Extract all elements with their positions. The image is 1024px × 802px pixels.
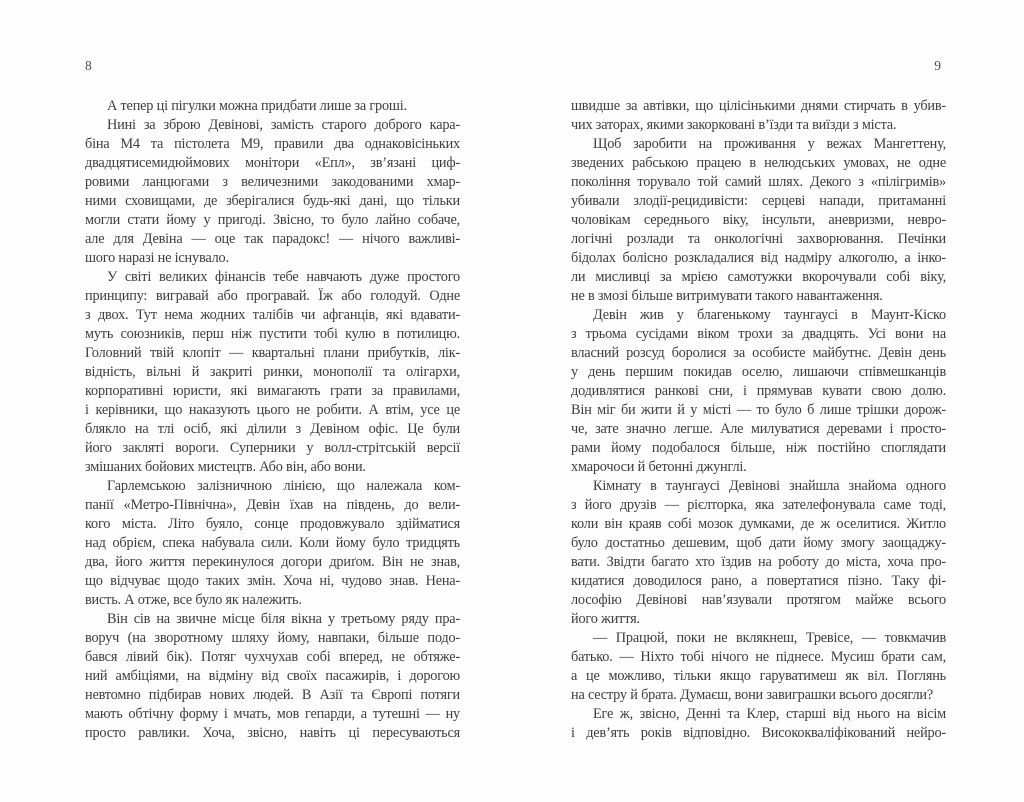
text-line: два, його життя перекинулося догори дриґом. Він не знав, <box>85 554 460 570</box>
text-line: корпоративні юристи, які вимагають грати за правилами, <box>85 383 460 399</box>
text-line: — Працюй, поки не вклякнеш, Тревісе, — товкмачив <box>593 630 946 646</box>
text-line: Він сів на звичне місце біля вікна у третьому ряду пра- <box>107 611 460 627</box>
text-line: було достатньо дешевим, щоб дати йому змогу заощаджу- <box>571 535 946 551</box>
text-line: але для Девіна — оце так парадокс! — нічого важливі- <box>85 231 460 247</box>
text-line: не в змозі більше витримувати такого навантаження. <box>571 288 883 304</box>
text-line: Він міг би жити й у місті — то було б лише трішки дорож- <box>571 402 946 418</box>
page-right <box>571 58 946 743</box>
paragraph <box>85 477 460 610</box>
text-line: з його друзів — рієлторка, яка зателефонувала саме тоді, <box>571 497 946 513</box>
text-line: хмарочоси й бетонні джунглі. <box>571 459 747 475</box>
text-line: змішаних бойових мистецтв. Або він, або вони. <box>85 459 366 475</box>
page-number-left: 8 <box>85 58 92 73</box>
text-line: чоловікам середнього віку, інсульти, аневризми, невро- <box>571 212 946 228</box>
text-line: його життя. <box>571 611 640 627</box>
text-line: і керівники, що наказують цього не робити. А втім, усе це <box>85 402 460 418</box>
text-line: біна М4 та пістолета М9, правили два однаковісіньких <box>85 136 460 152</box>
text-line: на сестру й брата. Думаєш, вони завиграшки всього досягли? <box>571 687 933 703</box>
text-line: над обрієм, спека набувала сили. Коли йому було тридцять <box>85 535 460 551</box>
paragraph <box>571 477 946 629</box>
text-line: ровими ланцюгами з величезними закодованими хмар- <box>85 174 460 190</box>
text-line: ними сховищами, де зберігалися будь-які дані, що тільки <box>85 193 460 209</box>
text-line: У світі великих фінансів тебе навчають дуже простого <box>107 269 460 285</box>
paragraph <box>571 629 946 705</box>
text-line: панії «Метро-Північна», Девін їхав на південь, до вели- <box>85 497 460 513</box>
text-line: Гарлемською залізничною лінією, що належала ком- <box>107 478 460 494</box>
text-line: а це можливо, тільки якщо гаруватимеш як віл. Поглянь <box>571 668 946 684</box>
text-line: лософію Девінові нав’язували протягом майже всього <box>571 592 946 608</box>
paragraph <box>571 705 946 743</box>
text-line: з двох. Тут нема жодних талібів чи афганців, які вдавати- <box>85 307 460 323</box>
text-line: убивали злодії-рецидивісти: серцеві напади, притаманні <box>571 193 946 209</box>
text-line: ли мисливці за мрією самотужки вкорочували собі віку, <box>571 269 946 285</box>
text-line: принципу: вигравай або програвай. Їж або голодуй. Одне <box>85 288 460 304</box>
text-line: вати. Звідти багато хто їздив на роботу до міста, хоча про- <box>571 554 946 570</box>
text-line: блякло на тлі осіб, які ділили з Девіном офіс. Це були <box>85 421 460 437</box>
text-line: батько. — Ніхто тобі нічого не піднесе. Мусиш брати сам, <box>571 649 946 665</box>
paragraph <box>85 116 460 268</box>
text-line: коли він краяв собі мозок думками, де ж оселитися. Житло <box>571 516 946 532</box>
text-line: воруч (на зворотному шляху йому, навпаки, більше подо- <box>85 630 460 646</box>
text-line: невтомно підбирав нових людей. В Азії та Європі потяги <box>85 687 460 703</box>
text-line: Девін жив у благенькому таунгаусі в Маунт-Кіско <box>593 307 946 323</box>
text-line: зведених рабською працею в нелюдських умовах, не одне <box>571 155 946 171</box>
page-right-text <box>571 97 946 743</box>
page-number-right: 9 <box>934 58 941 73</box>
text-line: рами йому подобалося більше, ніж постійно споглядати <box>571 440 946 456</box>
text-line: висть. А отже, все було як належить. <box>85 592 302 608</box>
text-line: ний амбіціями, на відміну від своїх пасажирів, і дорогою <box>85 668 460 684</box>
text-line: кидатися доводилося рано, а повертатися пізно. Таку фі- <box>571 573 946 589</box>
text-line: А тепер ці пігулки можна придбати лише за гроші. <box>107 98 407 114</box>
paragraph <box>571 306 946 477</box>
text-line: логічні розлади та онкологічні захворювання. Печінки <box>571 231 946 247</box>
text-line: його закляті вороги. Суперники у волл-стрітській версії <box>85 440 460 456</box>
text-line: покоління торувало той самий шлях. Декого з «пілігримів» <box>571 174 946 190</box>
text-line: власний розсуд боролися за особисте майбутнє. Девін день <box>571 345 946 361</box>
text-line: Щоб заробити на проживання у вежах Мангеттену, <box>593 136 946 152</box>
text-line: з трьома сусідами віком трохи за двадцять. Усі вони на <box>571 326 946 342</box>
paragraph <box>571 135 946 306</box>
text-line: що відчуває щодо таких змін. Хоча ні, чудово знав. Нена- <box>85 573 460 589</box>
text-line: відність, вільні й закриті ринки, монополії та олігархи, <box>85 364 460 380</box>
text-line: і дев’ять років відповідно. Висококваліфікований нейро- <box>571 725 946 741</box>
text-line: у день першим покидав оселю, лишаючи співмешканців <box>571 364 946 380</box>
text-line: просто равлики. Хоча, звісно, навіть ці пересуваються <box>85 725 460 741</box>
text-line: Еге ж, звісно, Денні та Клер, старші від нього на вісім <box>593 706 946 722</box>
text-line: Головний твій клопіт — квартальні плани прибутків, лік- <box>85 345 460 361</box>
page-left <box>85 58 460 743</box>
text-line: мають обтічну форму і мчать, мов гепарди, а тутешні — ну <box>85 706 460 722</box>
paragraph <box>571 97 946 135</box>
text-line: чих заторах, якими закорковані в’їзди та виїзди з міста. <box>571 117 897 133</box>
paragraph <box>85 97 460 116</box>
text-line: додивлятися ранкові сни, і прямував кувати свою долю. <box>571 383 946 399</box>
page-left-text <box>85 97 460 743</box>
text-line: двадцятисемидюймових монітори «Епл», зв’язані циф- <box>85 155 460 171</box>
paragraph <box>85 268 460 477</box>
text-line: кого міста. Літо буяло, сонце продовжувало здійматися <box>85 516 460 532</box>
text-line: че, зате значно легше. Але милуватися деревами і просто- <box>571 421 946 437</box>
text-line: шого наразі не існувало. <box>85 250 229 266</box>
text-line: бався лівий бік). Потяг чухчухав собі вперед, не обтяже- <box>85 649 460 665</box>
text-line: могли стати йому у пригоді. Звісно, то було лайно собаче, <box>85 212 460 228</box>
paragraph <box>85 610 460 743</box>
text-line: Кімнату в таунгаусі Девінові знайшла знайома одного <box>593 478 946 494</box>
text-line: Нині за зброю Девінові, замість старого доброго кара- <box>107 117 460 133</box>
text-line: швидше за автівки, що цілісінькими днями стирчать в убив- <box>571 98 946 114</box>
text-line: бідолах болісно розкладалися від надміру алкоголю, а інко- <box>571 250 946 266</box>
text-line: муть союзників, перш ніж пустити тобі кулю в потилицю. <box>85 326 460 342</box>
